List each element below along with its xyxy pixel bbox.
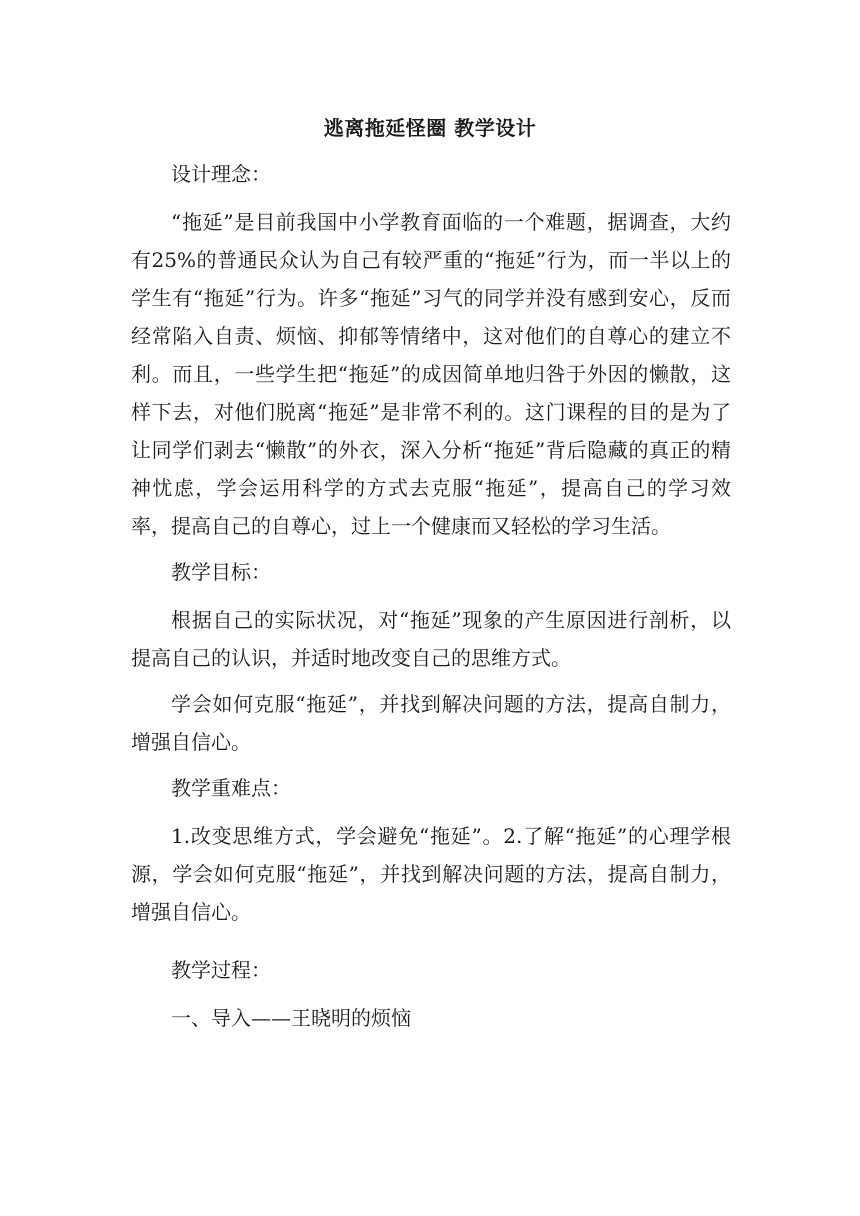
design-concept-paragraph: “拖延”是目前我国中小学教育面临的一个难题，据调查，大约有25%的普通民众认为自己有较严重的“拖延”行为，而一半以上的学生有“拖延”行为。许多“拖延”习气的同学并没有感到安心，反而经常陷入自责、烦恼、抑郁等情绪中，这对他们的自尊心的建立不利。而且，一些学生把“拖延”的成因简单地归咎于外因的懒散，这样下去，对他们脱离“拖延”是非常不利的。这门课程的目的是为了让同学们剥去“懒散”的外衣，深入分析“拖延”背后隐藏的真正的精神忧虑，学会运用科学的方式去克服“拖延”，提高自己的学习效率，提高自己的自尊心，过上一个健康而又轻松的学习生活。	[131, 210, 731, 538]
document-body	[131, 155, 731, 1047]
design-concept-heading: 设计理念：	[171, 162, 271, 186]
key-points-heading: 教学重难点：	[171, 776, 291, 800]
objective-paragraph-1: 根据自己的实际状况，对“拖延”现象的产生原因进行剖析，以提高自己的认识，并适时地改变自己的思维方式。	[131, 608, 731, 670]
key-points-paragraph: 1.改变思维方式，学会避免“拖延”。2.了解“拖延”的心理学根源，学会如何克服“拖延”，并找到解决问题的方法，提高自制力，增强自信心。	[131, 824, 731, 924]
objectives-heading: 教学目标：	[171, 560, 271, 584]
objective-paragraph-2: 学会如何克服“拖延”，并找到解决问题的方法，提高自制力，增强自信心。	[131, 692, 731, 754]
process-step-1: 一、导入——王晓明的烦恼	[171, 1006, 411, 1030]
document-title: 逃离拖延怪圈 教学设计	[323, 116, 537, 140]
process-heading: 教学过程：	[171, 958, 271, 982]
